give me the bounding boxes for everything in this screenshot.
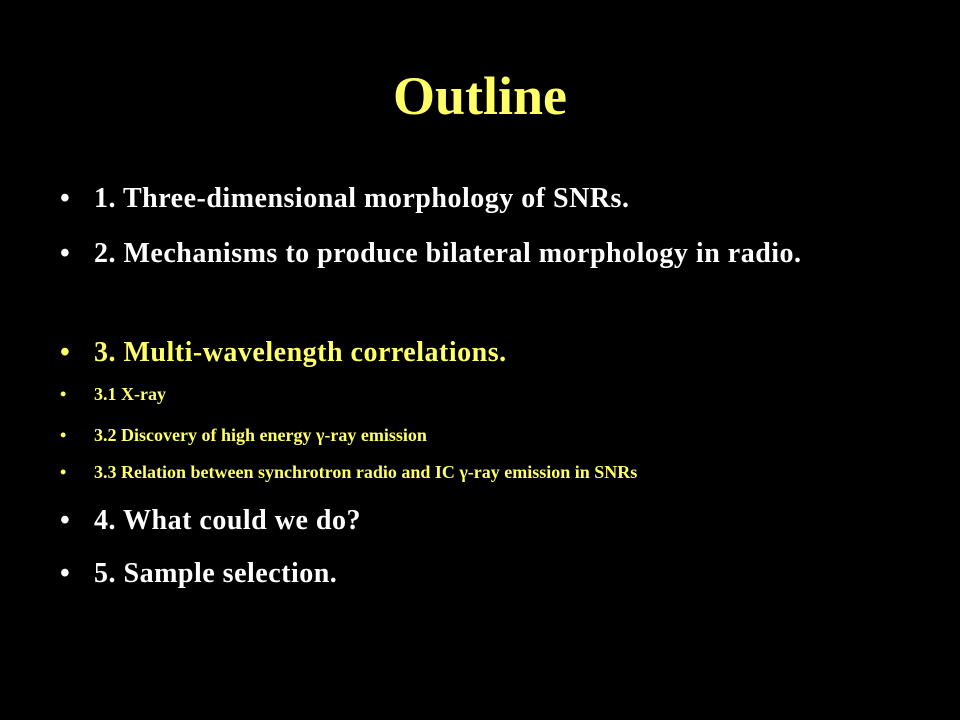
bullet-icon: • [60,337,71,368]
outline-item-4 [60,500,910,542]
slide-title: Outline [392,66,568,126]
outline-subitem-text: 3.1 X-ray [94,384,166,404]
outline-subitem-3-1 [60,382,910,406]
outline-item-text: 5. Sample selection. [94,558,338,589]
bullet-icon: • [60,238,71,269]
outline-subitem-3-3 [60,460,910,484]
outline-item-2 [60,233,910,275]
outline-item-text: 3. Multi-wavelength correlations. [94,337,507,368]
outline-item-1 [60,178,910,220]
bullet-icon: • [60,505,71,536]
outline-item-text: 1. Three-dimensional morphology of SNRs. [94,183,630,214]
bullet-icon: • [60,558,71,589]
bullet-icon: • [60,425,67,445]
bullet-icon: • [60,384,67,404]
outline-item-3 [60,332,910,374]
outline-item-5 [60,553,910,595]
bullet-icon: • [60,183,71,214]
outline-item-text: 2. Mechanisms to produce bilateral morphology in radio. [94,238,802,269]
outline-item-text: 4. What could we do? [94,505,361,536]
outline-subitem-3-2 [60,423,910,447]
bullet-icon: • [60,462,67,482]
outline-subitem-text: 3.3 Relation between synchrotron radio and IC γ-ray emission in SNRs [94,462,638,482]
outline-subitem-text: 3.2 Discovery of high energy γ-ray emission [94,425,427,445]
